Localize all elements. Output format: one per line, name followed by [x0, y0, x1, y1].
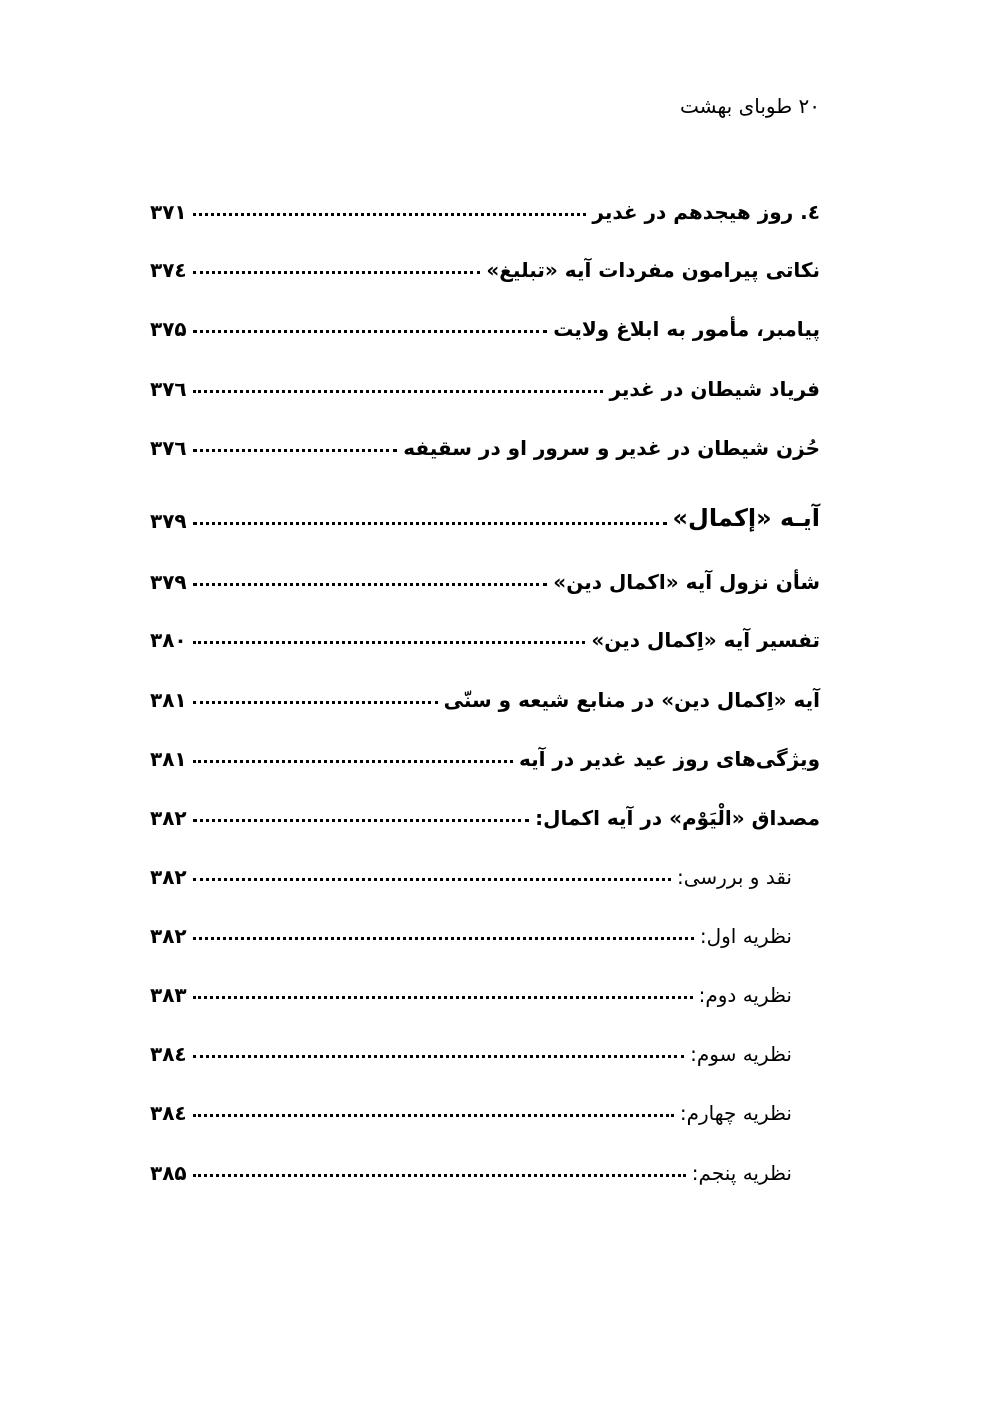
- toc-entry-page-number: ۳۷۱: [150, 200, 187, 224]
- toc-entry-page-number: ۳۸٤: [150, 1101, 187, 1125]
- toc-heading-title: آیـه «إکمال»: [672, 503, 820, 532]
- toc-entry-title: حُزن شیطان در غدیر و سرور او در سقیفه: [403, 436, 820, 460]
- toc-entry-page-number: ۳۸۲: [150, 865, 187, 889]
- toc-subentry: [150, 909, 792, 949]
- toc-entry-page-number: ۳۸٤: [150, 1042, 187, 1066]
- toc-entry-page-number: ۳۷٤: [150, 258, 187, 282]
- toc-entry-title: مصداق «الْیَوْم» در آیه اکمال:: [535, 806, 820, 830]
- dot-leader: [193, 1114, 674, 1117]
- toc-entry-page-number: ۳۸۱: [150, 747, 187, 771]
- toc-entry-title: ویژگی‌های روز عید غدیر در آیه: [518, 747, 820, 771]
- dot-leader: [193, 449, 398, 452]
- toc-entry-title: پیامبر، مأمور به ابلاغ ولایت: [553, 317, 820, 341]
- toc-entry: [150, 302, 820, 342]
- toc-entry-title: فریاد شیطان در غدیر: [609, 377, 820, 401]
- dot-leader: [193, 760, 513, 763]
- dot-leader: [193, 213, 587, 216]
- toc-entry: [150, 243, 820, 283]
- toc-entry-title: ٤. روز هیجدهم در غدیر: [592, 200, 820, 224]
- toc-entry-title: نظریه اول:: [699, 924, 792, 948]
- toc-entry-page-number: ۳۸۱: [150, 688, 187, 712]
- dot-leader: [193, 1174, 686, 1177]
- toc-entry-page-number: ۳۷۵: [150, 317, 187, 341]
- dot-leader: [193, 641, 586, 644]
- dot-leader: [193, 390, 604, 393]
- toc-entry-page-number: ۳۷۹: [150, 509, 187, 533]
- dot-leader: [193, 996, 693, 999]
- toc-entry-title: نظریه دوم:: [698, 983, 792, 1007]
- toc-entry-page-number: ۳۸۲: [150, 806, 187, 830]
- toc-subentry: [150, 968, 792, 1008]
- toc-entry-title: شأن نزول آیه «اکمال دین»: [553, 570, 820, 594]
- dot-leader: [193, 583, 548, 586]
- toc-subentry: [150, 1146, 792, 1186]
- toc-entry-title: نکاتی پیرامون مفردات آیه «تبلیغ»: [486, 258, 820, 282]
- dot-leader: [193, 1055, 685, 1058]
- toc-entry-title: تفسیر آیه «اِکمال دین»: [591, 628, 820, 652]
- dot-leader: [193, 819, 530, 822]
- toc-entry-title: نقد و بررسی:: [677, 865, 792, 889]
- toc-entry-page-number: ۳۸۵: [150, 1161, 187, 1185]
- toc-entry: [150, 613, 820, 653]
- toc-entry-page-number: ۳۸۳: [150, 983, 187, 1007]
- toc-entry-title: نظریه پنجم:: [691, 1161, 792, 1185]
- toc-entry-title: نظریه سوم:: [690, 1042, 792, 1066]
- dot-leader: [193, 701, 438, 704]
- toc-entry-page-number: ۳۷٦: [150, 436, 187, 460]
- toc-entry: [150, 673, 820, 713]
- dot-leader: [193, 330, 548, 333]
- dot-leader: [193, 937, 694, 940]
- toc-entry: [150, 732, 820, 772]
- toc-subentry: [150, 850, 792, 890]
- toc-entry-page-number: ۳۷٦: [150, 377, 187, 401]
- toc-entry-page-number: ۳۸۰: [150, 628, 187, 652]
- running-header: ۲۰ طوبای بهشت: [679, 94, 820, 118]
- toc-entry: [150, 421, 820, 461]
- toc-entry-title: آیه «اِکمال دین» در منابع شیعه و سنّی: [443, 688, 820, 712]
- toc-entry: [150, 555, 820, 595]
- toc-entry-title: نظریه چهارم:: [679, 1101, 792, 1125]
- toc-subentry: [150, 1086, 792, 1126]
- toc-entry: [150, 362, 820, 402]
- toc-entry-page-number: ۳۸۲: [150, 924, 187, 948]
- toc-subentry: [150, 1027, 792, 1067]
- dot-leader: [193, 522, 667, 525]
- dot-leader: [193, 271, 481, 274]
- toc-entry: [150, 791, 820, 831]
- toc-section-heading: [150, 494, 820, 534]
- toc-entry-page-number: ۳۷۹: [150, 570, 187, 594]
- toc-entry: [150, 185, 820, 225]
- dot-leader: [193, 878, 671, 881]
